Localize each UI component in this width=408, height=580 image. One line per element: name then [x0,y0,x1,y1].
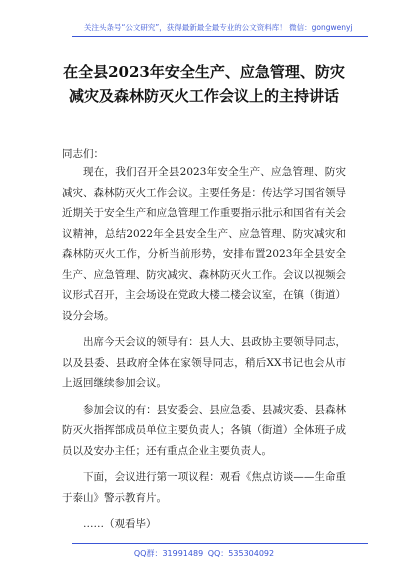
document-title: 在全县2023年安全生产、应急管理、防灾减灾及森林防灭火工作会议上的主持讲话 [63,63,345,105]
paragraph-participants: 参加会议的有：县安委会、县应急委、县减灾委、县森林防灭火指挥部成员单位主要负责人；各镇（街道）全体班子成员以及安办主任；还有重点企业主要负责人。 [62,403,346,457]
paragraph-opening: 现在，我们召开全县2023年安全生产、应急管理、防灾减灾、森林防灭火工作会议。主要任务是：传达学习国省领导近期关于安全生产和应急管理工作重要指示批示和国省有关会议精神，总结2022年全县安全生产、应急管理、防灾减灾和森林防灭火工作，分析当前形势，安排布置2023年全县安全生产、应急管理、防灾减灾、森林防灭火工作。会议以视频会议形式召开，主会场设在党政大楼二楼会议室，在镇（街道）设分会场。 [62,166,346,322]
header-notice: 关注头条号“公文研究”，获得最新最全最专业的公文资料库！ 微信：gongwenyj [84,23,353,32]
footer-contact: QQ群：31991489 QQ：535304092 [133,549,275,558]
paragraph-watch-complete: ……（观看毕） [83,518,157,530]
header-divider [72,36,368,37]
paragraph-first-agenda: 下面，会议进行第一项议程：观看《焦点访谈——生命重于泰山》警示教育片。 [62,471,346,504]
paragraph-attending-leaders: 出席今天会议的领导有：县人大、县政协主要领导同志，以及县委、县政府全体在家领导同志，稍后XX书记也会从市上返回继续参加会议。 [62,336,346,389]
salutation: 同志们： [62,148,104,160]
footer-divider [72,543,368,544]
document-body [62,162,346,541]
